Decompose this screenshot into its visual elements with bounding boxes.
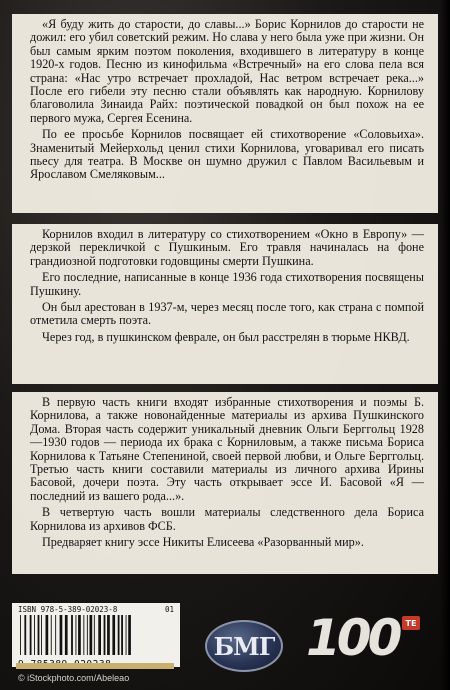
paragraph: Корнилов входил в литературу со стихотворением «Окно в Европу» — дерзкой перекличкой с Пушкиным. Его травля начиналась на фоне грандиозной подготовки годовщины смерти Пушкина. bbox=[30, 227, 424, 268]
barcode-box bbox=[12, 603, 180, 667]
isbn-suffix: 01 bbox=[164, 605, 174, 614]
paragraph: Его последние, написанные в конце 1936 года стихотворения посвящены Пушкину. bbox=[30, 270, 424, 298]
paragraph: В четвертую часть вошли материалы следственного дела Бориса Корнилова из архивов ФСБ. bbox=[30, 505, 424, 533]
isbn-text: ISBN 978-5-389-02023-8 bbox=[18, 605, 118, 614]
edge-shadow bbox=[440, 0, 450, 690]
publisher-logo-text: БМГ bbox=[213, 631, 275, 661]
publisher-logo bbox=[205, 620, 283, 672]
annotation-block-2 bbox=[12, 224, 438, 384]
paragraph: В первую часть книги входят избранные стихотворения и поэмы Б. Корнилова, а также новонайденные материалы из архива Пушкинского Дома. Вторая часть содержит уникальный дневник Ольги Берггольц 1928—1930 годов — периода их брака с Корниловым, а также письма Бориса Корнилова к Татьяне Степениной, своей первой любви, и Ольге Берггольц. Третью часть книги составили материалы из личного архива Ирины Басовой, дочери поэта. Эту часть открывает эссе И. Басовой «Я — последний из вашего рода...». bbox=[30, 395, 424, 503]
anniversary-logo bbox=[306, 609, 430, 674]
paragraph: Через год, в пушкинском феврале, он был расстрелян в тюрьме НКВД. bbox=[42, 329, 410, 344]
paragraph: «Я буду жить до старости, до славы...» Борис Корнилов до старости не дожил: его убил советский режим. Но слава у него была уже при жизни. Он был самым ярким поэтом поколения, входившего в литературу в конце 1920-х годов. Песню из кинофильма «Встречный» на его слова пела вся страна: «Нас утро встречает прохладой, Нас ветром встречает река...» После его гибели эту песню стали объявлять как народную. Корнилову благоволила Зинаида Райх: поэтической повадкой он был похож на ее первого мужа, Сергея Есенина. bbox=[30, 17, 425, 125]
paragraph: По ее просьбе Корнилов посвящает ей стихотворение «Соловьиха». Знаменитый Мейерхольд ценил стихи Корнилова, уговаривал его писать пьесу для театра. В Москве он шумно дружил с Павлом Васильевым и Ярославом Смеляковым... bbox=[30, 127, 424, 182]
anniversary-badge: ТЕ bbox=[402, 616, 420, 630]
paragraph: Предваряет книгу эссе Никиты Елисеева «Разорванный мир». bbox=[42, 535, 364, 550]
annotation-block-1 bbox=[12, 14, 438, 213]
annotation-block-3 bbox=[12, 392, 438, 574]
anniversary-number: 100 bbox=[306, 609, 399, 667]
paragraph: Он был арестован в 1937-м, через месяц после того, как страна с помпой отметила смерть поэта. bbox=[30, 300, 424, 328]
isbn-line bbox=[18, 605, 174, 614]
photo-credit: © iStockphoto.com/Abeleao bbox=[18, 673, 130, 683]
barcode-strip bbox=[16, 663, 174, 669]
barcode-image bbox=[18, 615, 168, 655]
